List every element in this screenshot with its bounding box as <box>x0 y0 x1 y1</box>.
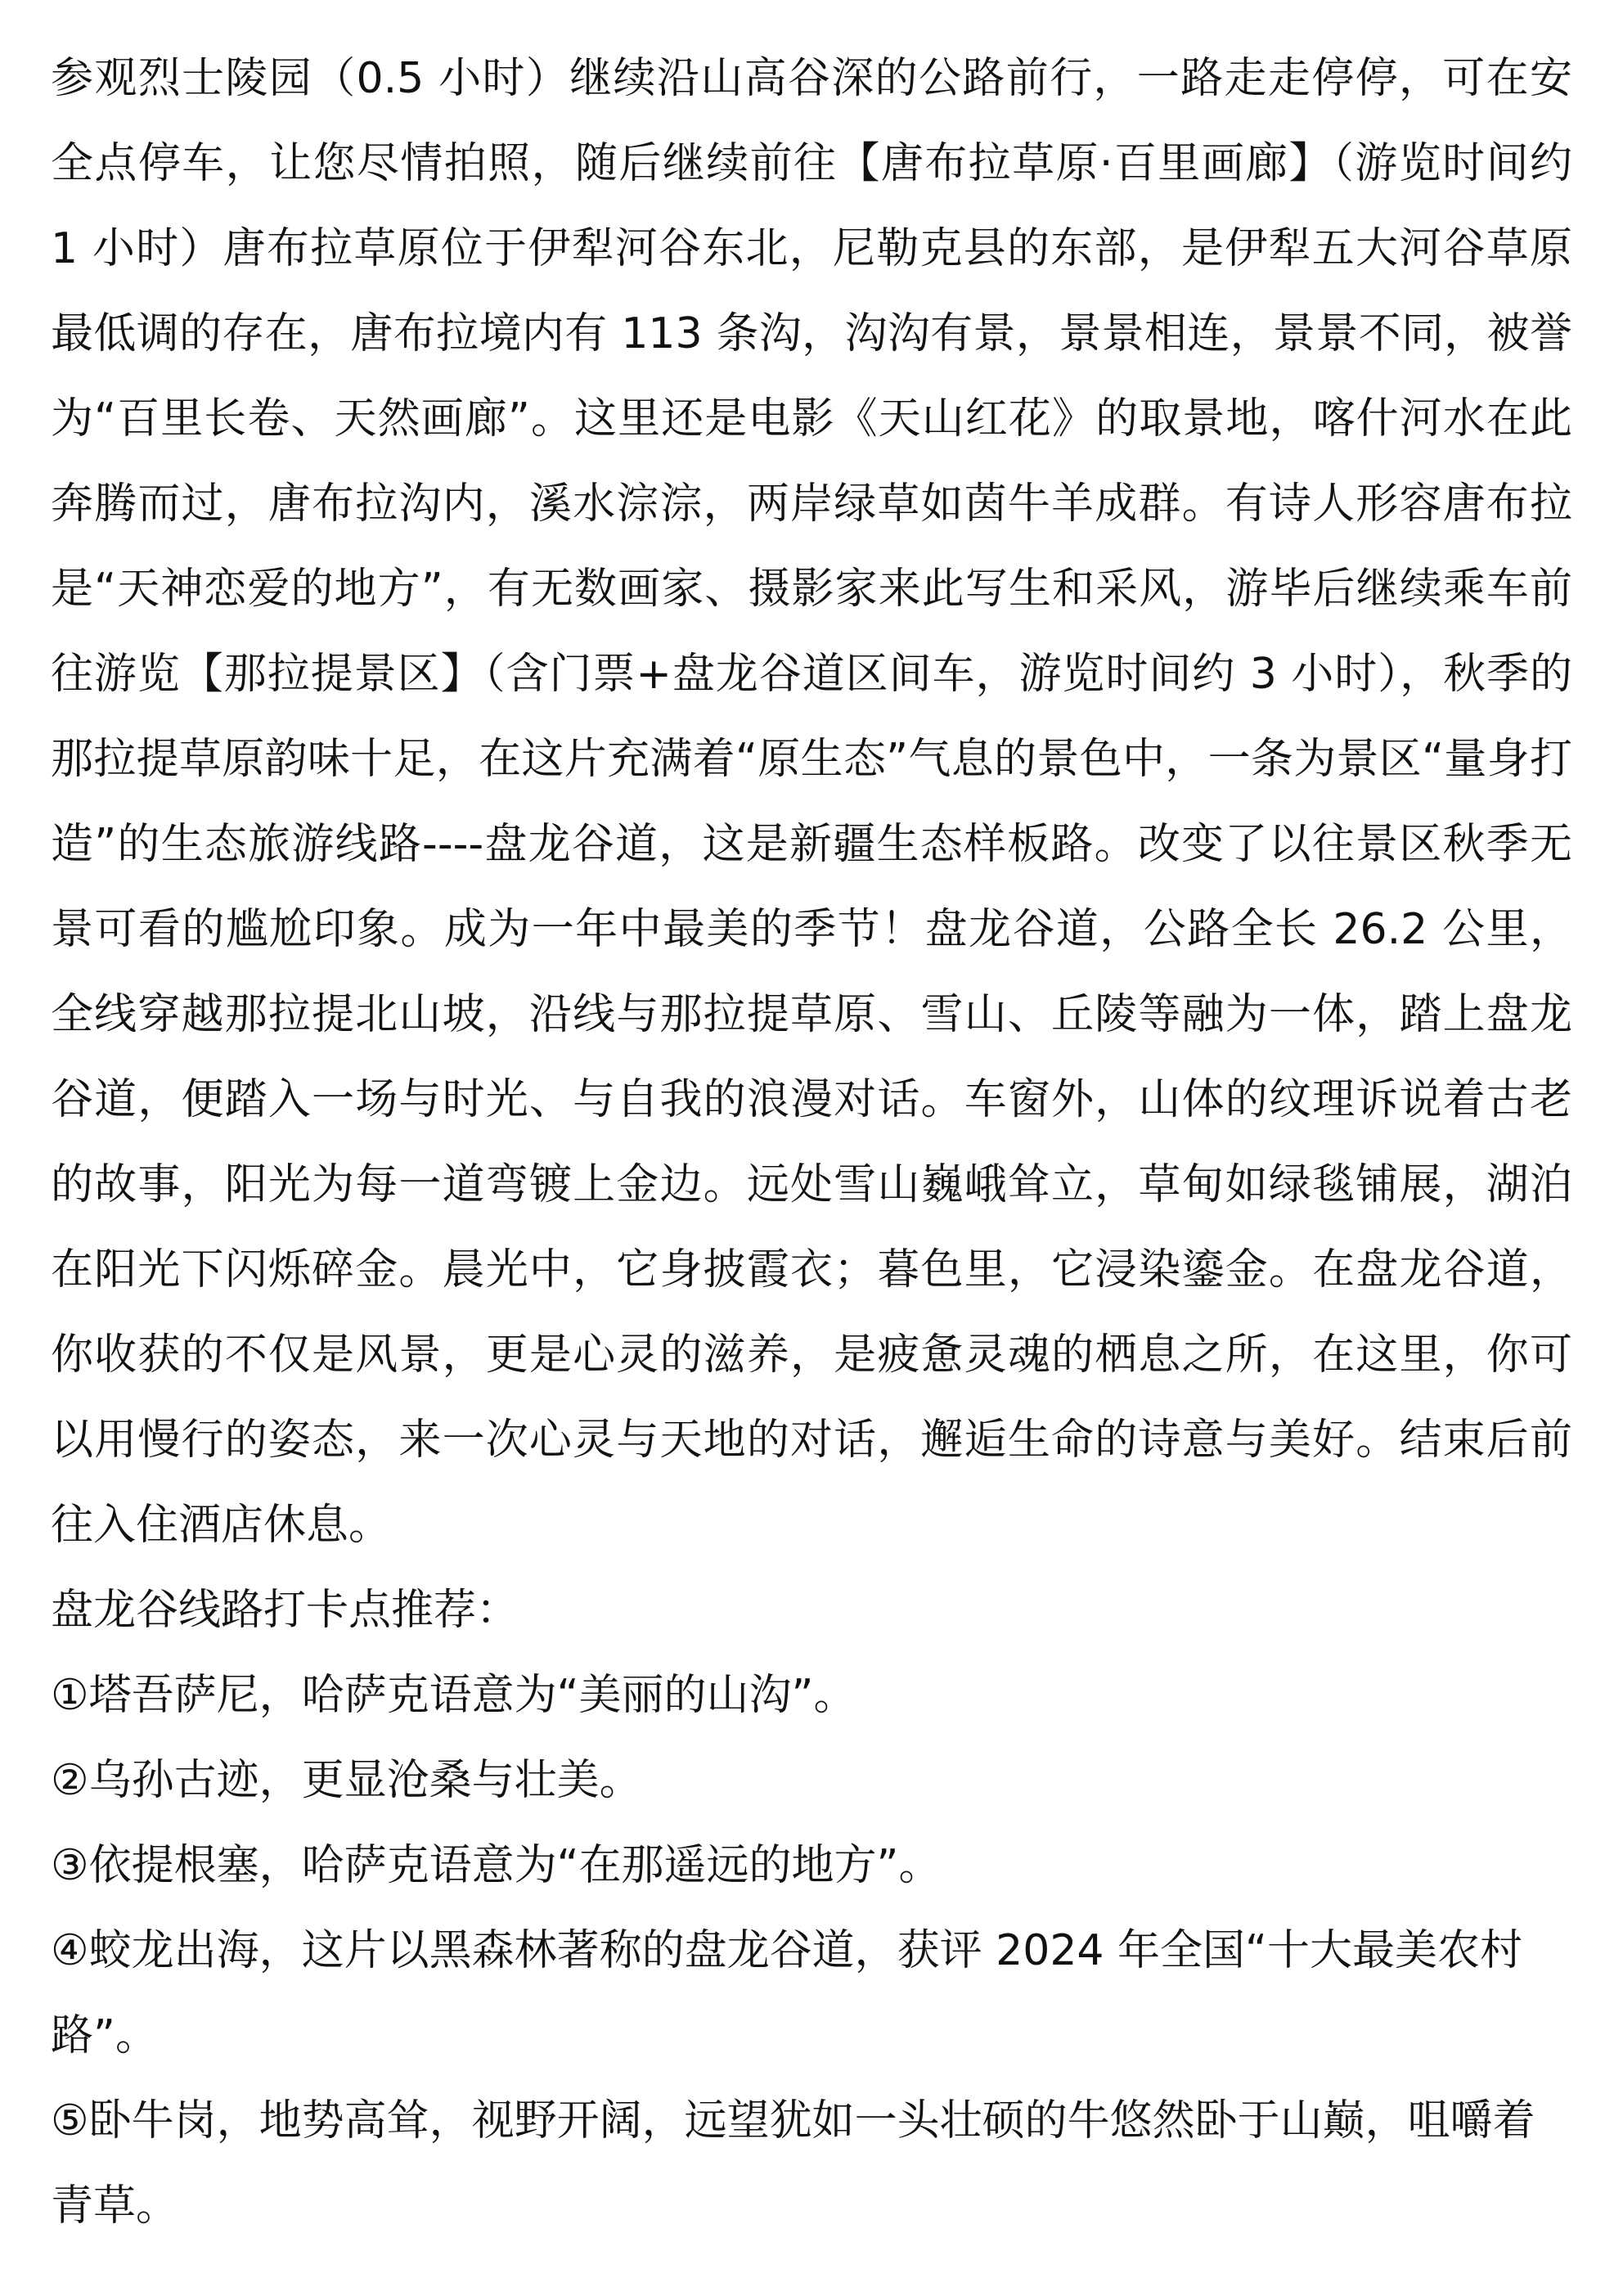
checkin-point-1: ①塔吾萨尼，哈萨克语意为“美丽的山沟”。 <box>51 1671 856 1720</box>
itinerary-paragraph: 参观烈士陵园（0.5 小时）继续沿山高谷深的公路前行，一路走走停停，可在安全点停车，让您尽情拍照，随后继续前往【唐布拉草原·百里画廊】（游览时间约 1 小时）唐布拉草原位于伊犁河谷东北，尼勒克县的东部，是伊犁五大河谷草原最低调的存在，唐布拉境内有 113 条沟，沟沟有景，景景相连，景景不同，被誉为“百里长卷、天然画廊”。这里还是电影《天山红花》的取景地，喀什河水在此奔腾而过，唐布拉沟内，溪水淙淙，两岸绿草如茵牛羊成群。有诗人形容唐布拉是“天神恋爱的地方”，有无数画家、摄影家来此写生和采风，游毕后继续乘车前往游览【那拉提景区】（含门票+盘龙谷道区间车，游览时间约 3 小时），秋季的那拉提草原韵味十足，在这片充满着“原生态”气息的景色中，一条为景区“量身打造”的生态旅游线路----盘龙谷道，这是新疆生态样板路。改变了以往景区秋季无景可看的尴尬印象。成为一年中最美的季节！盘龙谷道，公路全长 26.2 公里，全线穿越那拉提北山坡，沿线与那拉提草原、雪山、丘陵等融为一体，踏上盘龙谷道，便踏入一场与时光、与自我的浪漫对话。车窗外，山体的纹理诉说着古老的故事，阳光为每一道弯镀上金边。远处雪山巍峨耸立，草甸如绿毯铺展，湖泊在阳光下闪烁碎金。晨光中，它身披霞衣；暮色里，它浸染鎏金。在盘龙谷道，你收获的不仅是风景，更是心灵的滋养，是疲惫灵魂的栖息之所，在这里，你可以用慢行的姿态，来一次心灵与天地的对话，邂逅生命的诗意与美好。结束后前往入住酒店休息。 <box>51 54 1572 1550</box>
checkin-list-title: 盘龙谷线路打卡点推荐： <box>51 1586 519 1635</box>
checkin-point-4: ④蛟龙出海，这片以黑森林著称的盘龙谷道，获评 2024 年全国“十大最美农村路”。 <box>51 1926 1522 2060</box>
checkin-point-5: ⑤卧牛岗，地势高耸，视野开阔，远望犹如一头壮硕的牛悠然卧于山巅，咀嚼着青草。 <box>51 2096 1535 2231</box>
checkin-point-3: ③依提根塞，哈萨克语意为“在那遥远的地方”。 <box>51 1841 942 1890</box>
checkin-point-2: ②乌孙古迹，更显沧桑与壮美。 <box>51 1756 642 1805</box>
checkin-point-list <box>51 1653 1572 2249</box>
